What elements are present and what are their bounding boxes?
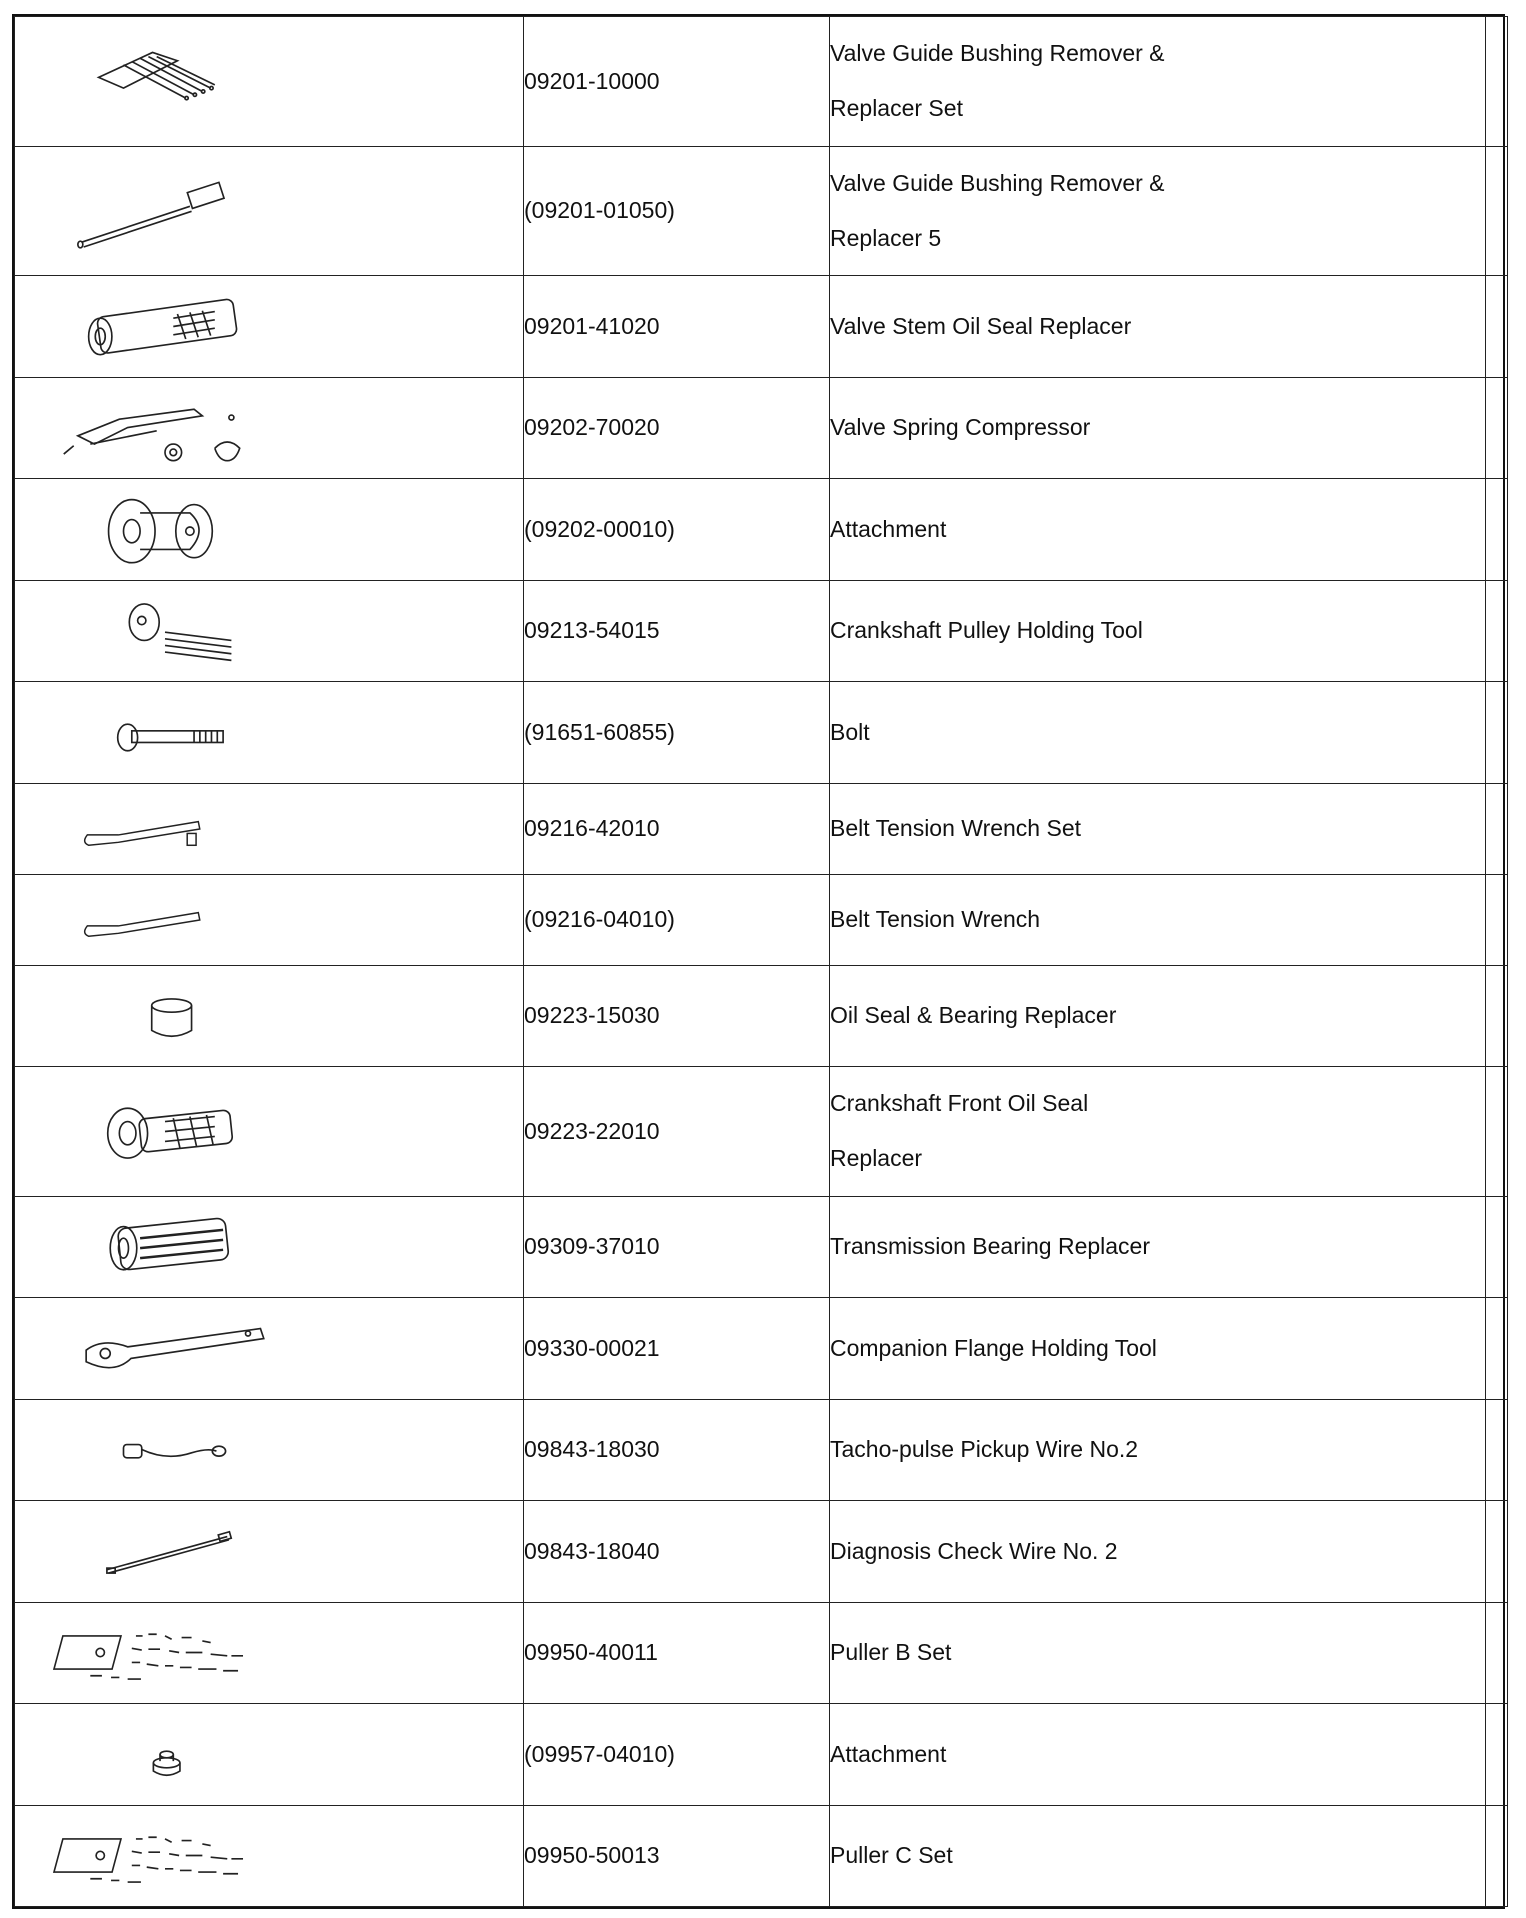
tool-illustration-cell [15, 965, 524, 1067]
check-wire-icon [15, 1510, 315, 1593]
table-row [15, 377, 1508, 479]
part-number: 09223-15030 [524, 965, 830, 1067]
tool-illustration-cell [15, 580, 524, 682]
blank-cell [1486, 17, 1508, 147]
tool-name-line: Tacho-pulse Pickup Wire No.2 [830, 1436, 1139, 1463]
attachment-icon [15, 488, 315, 571]
blank-cell [1486, 874, 1508, 965]
tool-illustration-cell [15, 1704, 524, 1806]
tool-illustration-cell [15, 874, 524, 965]
pulley-holding-tool-icon [15, 589, 315, 672]
table-row [15, 1298, 1508, 1400]
bolt-icon [15, 691, 315, 774]
table-row [15, 276, 1508, 378]
tool-name-line: Valve Guide Bushing Remover & [830, 40, 1165, 67]
tool-name [830, 1196, 1486, 1298]
table-row [15, 1805, 1508, 1907]
part-number: 09950-50013 [524, 1805, 830, 1907]
wrench-set-icon [15, 792, 315, 866]
tool-illustration-cell [15, 1196, 524, 1298]
blank-cell [1486, 682, 1508, 784]
blank-cell [1486, 965, 1508, 1067]
table-row [15, 1704, 1508, 1806]
tool-name-line: Belt Tension Wrench [830, 906, 1041, 932]
blank-cell [1486, 1399, 1508, 1501]
flange-holding-tool-icon [15, 1307, 315, 1390]
blank-cell [1486, 1067, 1508, 1197]
part-number: 09309-37010 [524, 1196, 830, 1298]
small-attachment-icon [15, 1713, 315, 1796]
tool-name [830, 146, 1486, 276]
tool-illustration-cell [15, 1805, 524, 1907]
tool-name-line: Companion Flange Holding Tool [830, 1334, 1157, 1361]
tool-name [830, 1805, 1486, 1907]
tool-name-line: Attachment [830, 515, 947, 542]
part-number: (09957-04010) [524, 1704, 830, 1806]
valve-guide-bushing-set-icon [15, 40, 315, 123]
table-row [15, 1399, 1508, 1501]
tool-name [830, 377, 1486, 479]
table-row [15, 1602, 1508, 1704]
oil-seal-replacer-icon [15, 285, 315, 368]
tool-name-line: Oil Seal & Bearing Replacer [830, 1002, 1117, 1029]
part-number: 09843-18030 [524, 1399, 830, 1501]
tool-illustration-cell [15, 783, 524, 874]
tool-name-line: Crankshaft Front Oil Seal [830, 1090, 1089, 1117]
tool-name [830, 1602, 1486, 1704]
tool-illustration-cell [15, 1501, 524, 1603]
blank-cell [1486, 1196, 1508, 1298]
table-row [15, 1501, 1508, 1603]
table-row [15, 1067, 1508, 1197]
tool-illustration-cell [15, 1298, 524, 1400]
tool-name [830, 682, 1486, 784]
blank-cell [1486, 1704, 1508, 1806]
tool-name [830, 1067, 1486, 1197]
tool-illustration-cell [15, 1067, 524, 1197]
tool-name [830, 17, 1486, 147]
table-row [15, 1196, 1508, 1298]
tool-name-line: Valve Guide Bushing Remover & [830, 169, 1165, 196]
pickup-wire-icon [15, 1408, 315, 1491]
tool-name [830, 783, 1486, 874]
tool-name [830, 1501, 1486, 1603]
tool-illustration-cell [15, 1399, 524, 1501]
blank-cell [1486, 580, 1508, 682]
part-number: 09201-41020 [524, 276, 830, 378]
front-seal-replacer-icon [15, 1090, 315, 1173]
bushing-remover-rod-icon [15, 169, 315, 252]
tool-name [830, 276, 1486, 378]
tool-name [830, 965, 1486, 1067]
tool-name-line: Bolt [830, 718, 870, 745]
table-row [15, 146, 1508, 276]
tool-name [830, 1298, 1486, 1400]
tool-illustration-cell [15, 276, 524, 378]
table-row [15, 17, 1508, 147]
tool-name [830, 1399, 1486, 1501]
part-number: (09202-00010) [524, 479, 830, 581]
part-number: 09223-22010 [524, 1067, 830, 1197]
tool-name [830, 874, 1486, 965]
part-number: (09201-01050) [524, 146, 830, 276]
tool-name [830, 580, 1486, 682]
blank-cell [1486, 377, 1508, 479]
blank-cell [1486, 146, 1508, 276]
part-number: 09950-40011 [524, 1602, 830, 1704]
part-number: 09201-10000 [524, 17, 830, 147]
cup-replacer-icon [15, 974, 315, 1057]
blank-cell [1486, 479, 1508, 581]
tool-name-line: Crankshaft Pulley Holding Tool [830, 617, 1143, 644]
table-row [15, 965, 1508, 1067]
part-number: (91651-60855) [524, 682, 830, 784]
puller-set-icon [15, 1611, 315, 1694]
spring-compressor-icon [15, 386, 315, 469]
tool-name [830, 479, 1486, 581]
tool-illustration-cell [15, 682, 524, 784]
bearing-replacer-icon [15, 1205, 315, 1288]
tool-name-line: Belt Tension Wrench Set [830, 815, 1082, 841]
tool-name-line: Valve Stem Oil Seal Replacer [830, 312, 1132, 339]
tool-illustration-cell [15, 17, 524, 147]
tool-name-line: Diagnosis Check Wire No. 2 [830, 1537, 1118, 1564]
table-row [15, 874, 1508, 965]
blank-cell [1486, 1805, 1508, 1907]
tool-name-line: Puller C Set [830, 1842, 953, 1869]
puller-set-icon [15, 1814, 315, 1897]
table-row [15, 682, 1508, 784]
part-number: 09213-54015 [524, 580, 830, 682]
tool-name-line: Transmission Bearing Replacer [830, 1233, 1151, 1260]
tool-name-line: Replacer Set [830, 95, 963, 122]
tool-illustration-cell [15, 146, 524, 276]
part-number: 09216-42010 [524, 783, 830, 874]
part-number: 09202-70020 [524, 377, 830, 479]
blank-cell [1486, 1501, 1508, 1603]
tool-name-line: Puller B Set [830, 1639, 952, 1666]
table-row [15, 783, 1508, 874]
tool-illustration-cell [15, 377, 524, 479]
blank-cell [1486, 783, 1508, 874]
tool-illustration-cell [15, 479, 524, 581]
tool-illustration-cell [15, 1602, 524, 1704]
table-row [15, 580, 1508, 682]
blank-cell [1486, 276, 1508, 378]
tool-name-line: Valve Spring Compressor [830, 414, 1091, 441]
part-number: 09330-00021 [524, 1298, 830, 1400]
tool-name-line: Replacer [830, 1145, 923, 1172]
blank-cell [1486, 1602, 1508, 1704]
special-tools-table [14, 16, 1508, 1907]
part-number: 09843-18040 [524, 1501, 830, 1603]
tool-name [830, 1704, 1486, 1806]
wrench-icon [15, 883, 315, 957]
part-number: (09216-04010) [524, 874, 830, 965]
tool-name-line: Replacer 5 [830, 224, 942, 251]
tool-name-line: Attachment [830, 1740, 947, 1767]
blank-cell [1486, 1298, 1508, 1400]
special-tools-sheet [12, 14, 1505, 1909]
table-row [15, 479, 1508, 581]
